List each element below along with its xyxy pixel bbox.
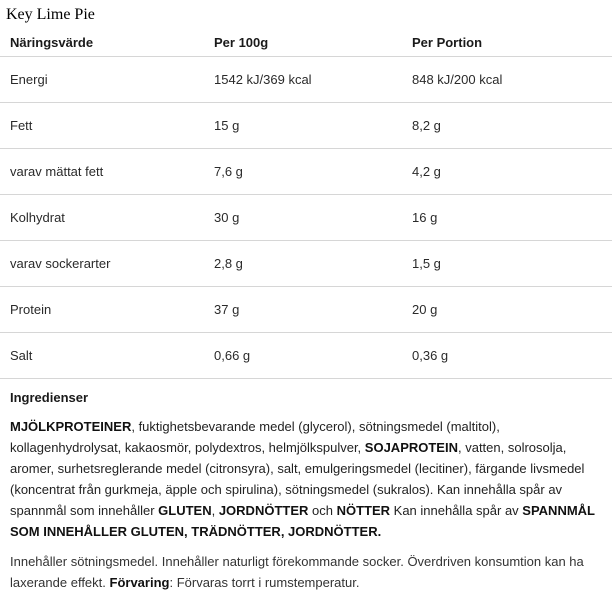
nutrition-table — [0, 28, 612, 379]
table-header-row — [0, 28, 612, 57]
value-per-portion: 1,5 g — [412, 256, 441, 271]
ingredient-segment: JORDNÖTTER — [218, 503, 309, 518]
table-row — [0, 195, 612, 241]
value-per-100g: 1542 kJ/369 kcal — [214, 72, 312, 87]
nutrient-name: Kolhydrat — [10, 210, 65, 225]
nutrient-name: varav sockerarter — [10, 256, 111, 271]
value-per-100g: 15 g — [214, 118, 240, 133]
ingredient-segment: NÖTTER — [336, 503, 391, 518]
ingredient-segment: GLUTEN — [158, 503, 212, 518]
nutrient-name: Protein — [10, 302, 52, 317]
table-row — [0, 241, 612, 287]
nutrient-name: varav mättat fett — [10, 164, 104, 179]
ingredient-segment: SOJAPROTEIN — [364, 440, 458, 455]
table-row — [0, 333, 612, 379]
column-header-nutrient: Näringsvärde — [10, 34, 94, 50]
ingredient-segment: , vatten, solrosolja, aromer, surhetsreglerande medel (citronsyra), salt, emulgeringsmedel (lecitiner), färgande livsmedel (koncentrat från gurkmeja, äpple och spirulina), sötningsmedel (sukralos). Kan innehålla spår av spannmål som innehåller — [10, 440, 585, 518]
note-segment: Innehåller sötningsmedel. Innehåller naturligt förekommande socker. Överdriven konsumtion kan ha laxerande effekt. — [10, 554, 584, 590]
value-per-100g: 7,6 g — [214, 164, 243, 179]
storage-note — [10, 551, 608, 593]
value-per-portion: 20 g — [412, 302, 438, 317]
value-per-portion: 16 g — [412, 210, 438, 225]
ingredients-text — [10, 416, 608, 542]
value-per-portion: 0,36 g — [412, 348, 449, 363]
value-per-100g: 30 g — [214, 210, 240, 225]
table-row — [0, 57, 612, 103]
ingredient-segment: , — [211, 503, 219, 518]
column-header-per-100g: Per 100g — [214, 34, 269, 50]
ingredient-segment: och — [308, 503, 337, 518]
table-row — [0, 287, 612, 333]
nutrient-name: Energi — [10, 72, 48, 87]
note-segment: Förvaring — [109, 575, 170, 590]
value-per-100g: 2,8 g — [214, 256, 243, 271]
ingredient-segment: , fuktighetsbevarande medel (glycerol), sötningsmedel (maltitol), kollagenhydrolysat, kakaosmör, polydextros, helmjölkspulver, — [10, 419, 500, 455]
value-per-portion: 4,2 g — [412, 164, 441, 179]
value-per-portion: 848 kJ/200 kcal — [412, 72, 503, 87]
note-segment: : Förvaras torrt i rumstemperatur. — [169, 575, 360, 590]
value-per-100g: 37 g — [214, 302, 240, 317]
nutrient-name: Fett — [10, 118, 33, 133]
ingredients-heading: Ingredienser — [10, 390, 89, 405]
ingredient-segment: SPANNMÅL SOM INNEHÅLLER GLUTEN, TRÄDNÖTTER, JORDNÖTTER. — [10, 503, 595, 539]
value-per-100g: 0,66 g — [214, 348, 251, 363]
value-per-portion: 8,2 g — [412, 118, 441, 133]
ingredient-segment: Kan innehålla spår av — [390, 503, 523, 518]
nutrient-name: Salt — [10, 348, 33, 363]
table-row — [0, 103, 612, 149]
table-row — [0, 149, 612, 195]
product-title: Key Lime Pie — [6, 6, 95, 23]
column-header-per-portion: Per Portion — [412, 34, 483, 50]
ingredient-segment: MJÖLKPROTEINER — [10, 419, 132, 434]
